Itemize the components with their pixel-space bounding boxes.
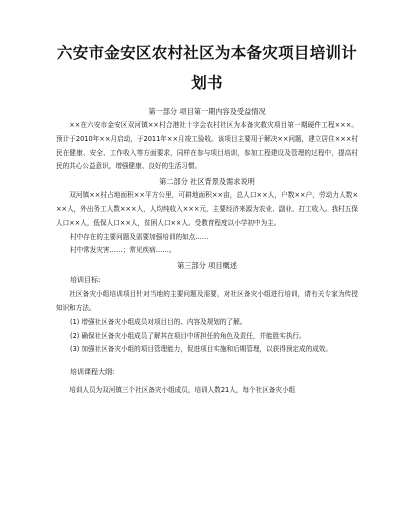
goal-item-2: (2) 确保社区备灾小组成员了解其在项目中所担任的角色及责任，并能胜实执行。	[70, 331, 306, 340]
goal-item-1: (1) 增强社区备灾小组成员对项目目的、内容及规划的了解。	[70, 317, 247, 326]
training-outline-paragraph: 培训人员为双河镇三个社区备灾小组成员，培训人数21人，每个社区备灾小组	[69, 386, 296, 395]
training-goal-paragraph: 社区备灾小组培训项目针对当地的主要问题及需要，对社区备灾小组进行培训，请有关专家为传授知识和方法。	[56, 290, 358, 312]
section-3-heading: 第三部分 项目概述	[177, 261, 237, 271]
training-goal-label: 培训目标:	[70, 276, 101, 285]
document-title	[56, 38, 358, 98]
section-2-line-2: 村中常发灾害……；常见疾病……。	[70, 246, 176, 255]
section-1-heading: 第一部分 项目第一期内容及受益情况	[148, 107, 266, 116]
section-2-heading: 第二部分 社区背景及需求说明	[159, 177, 255, 187]
training-outline-label: 培训课程大纲:	[70, 368, 115, 377]
section-2-line-1: 村中存在的主要问题及需要加强培训的如点……	[70, 232, 209, 241]
title-line-2: 划书	[191, 74, 223, 92]
section-1-paragraph: ××在六安市金安区双河镇××村合港社十字会农村社区为本备灾救灾项目第一期硬件工程×××。预计于2010年××月启动，于2011年××月竣工验收。该项目主要用于解决××问题，建立居住×××村民在健康、安全、工作收入等方面要求，同样在参与项目培训，参加工程建设及管理的过程中，提高村民的共心公益意识，增强健康、良好的生活习惯。	[56, 121, 358, 171]
section-2-paragraph: 双河镇××村占地面积××平方公里，可耕地面积××亩，总人口××人，户数××户，劳动力人数×××人，外出务工人数×××人，人均纯收入×××元，主要经济来源为农业、副业、打工收入。我村五保人口××人，低保人口××人，贫困人口××人。受教育程度以小学初中为主。	[56, 191, 358, 227]
title-line-1: 六安市金安区农村社区为本备灾项目培训计	[56, 44, 358, 62]
goal-item-3: (3) 加强社区备灾小组的项目管理能力，促进项目实施和后期管理，以获得预定成的成效。	[70, 345, 332, 354]
